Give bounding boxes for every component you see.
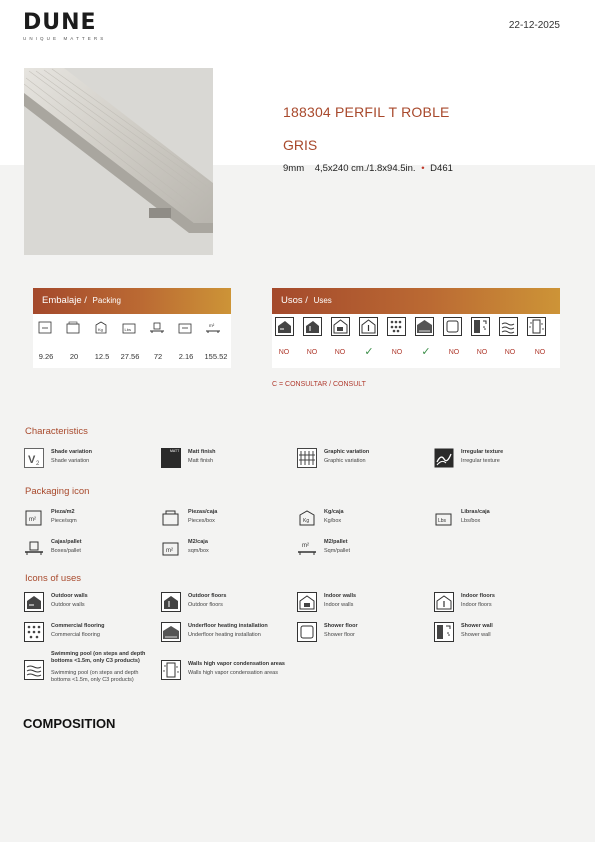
svg-text:Kg: Kg [303,518,310,524]
use-check-icon: ✓ [421,346,431,358]
sqm-per-pallet-icon [206,321,220,334]
svg-text:Lbs: Lbs [124,327,131,332]
boxes-per-pallet-icon [150,321,164,334]
swimming-pool-icon [499,317,518,336]
use-value: NO [278,349,290,356]
piece-per-sqm-icon [38,321,52,334]
packing-value: 9.26 [38,352,54,361]
separator-dot: • [421,163,425,174]
svg-text:m²: m² [209,323,215,328]
use-value: NO [504,349,516,356]
product-subtitle: GRIS [283,137,318,153]
product-thickness: 9mm [283,163,305,174]
vapor-condensation-walls-icon [527,317,546,336]
product-photo [24,68,213,255]
product-code: D461 [430,163,453,174]
indoor-walls-icon [331,317,350,336]
svg-text:m²: m² [166,548,173,554]
uses-legend-title: Icons of uses [25,573,81,584]
brand-tagline: UNIQUE MATTERS [23,36,107,41]
packing-title: Embalaje / [42,295,87,306]
use-value: NO [534,349,546,356]
uses-panel [272,288,560,368]
packing-value: 72 [153,352,163,361]
sqm-per-box-icon [161,538,181,558]
packing-value: 20 [69,352,79,361]
vapor-condensation-walls-icon [161,660,181,680]
use-value: NO [334,349,346,356]
use-value: NO [391,349,403,356]
kg-per-box-icon [94,321,108,334]
svg-text:Lbs: Lbs [438,518,447,524]
svg-text:m²: m² [302,543,309,549]
svg-text:Kg: Kg [98,327,103,332]
shower-floor-icon [443,317,462,336]
consult-note: C = CONSULTAR / CONSULT [272,381,366,388]
pieces-per-box-icon [161,508,181,528]
outdoor-floors-icon [303,317,322,336]
outdoor-walls-icon [275,317,294,336]
packing-value: 12.5 [94,352,110,361]
svg-text:2: 2 [36,461,40,467]
irregular-texture-icon [434,448,454,468]
packing-value: 2.16 [178,352,194,361]
brand-name: DUNE [23,10,97,35]
uses-title-en: Uses [313,296,332,305]
underfloor-heating-icon [415,317,434,336]
commercial-flooring-icon [24,622,44,642]
outdoor-floors-icon [161,592,181,612]
shade-variation-icon [24,448,44,468]
indoor-floors-icon [434,592,454,612]
product-title: 188304 PERFIL T ROBLE [283,104,450,120]
lbs-per-box-icon [122,321,136,334]
matt-finish-icon: MATT [161,448,181,468]
packing-value: 27.56 [120,352,140,361]
pieces-per-box-icon [66,321,80,334]
product-size: 4,5x240 cm./1.8x94.5in. [314,163,416,174]
indoor-walls-icon [297,592,317,612]
shower-wall-icon [434,622,454,642]
packing-header [33,288,231,314]
graphic-variation-icon [297,448,317,468]
swimming-pool-icon [24,660,44,680]
outdoor-walls-icon [24,592,44,612]
brand-logo [23,12,106,41]
shower-wall-icon [471,317,490,336]
sqm-per-box-icon [178,321,192,334]
packing-panel [33,288,231,368]
svg-text:V: V [28,454,36,466]
document-date: 22-12-2025 [508,20,560,31]
kg-per-box-icon [297,508,317,528]
uses-header [272,288,560,314]
indoor-floors-icon [359,317,378,336]
product-specs [283,163,453,174]
svg-text:m²: m² [29,517,36,523]
sqm-per-pallet-icon [297,538,317,558]
packing-title-en: Packing [92,296,121,305]
packing-value: 155.52 [204,352,228,361]
use-value: NO [448,349,460,356]
packaging-title: Packaging icon [25,486,90,497]
use-value: NO [306,349,318,356]
characteristics-title: Characteristics [25,426,88,437]
shower-floor-icon [297,622,317,642]
use-value: NO [476,349,488,356]
underfloor-heating-icon [161,622,181,642]
boxes-per-pallet-icon [24,538,44,558]
lbs-per-box-icon [434,508,454,528]
commercial-flooring-icon [387,317,406,336]
use-check-icon: ✓ [364,346,374,358]
uses-title: Usos / [281,295,308,306]
composition-heading: COMPOSITION [23,716,116,731]
piece-per-sqm-icon [24,508,44,528]
